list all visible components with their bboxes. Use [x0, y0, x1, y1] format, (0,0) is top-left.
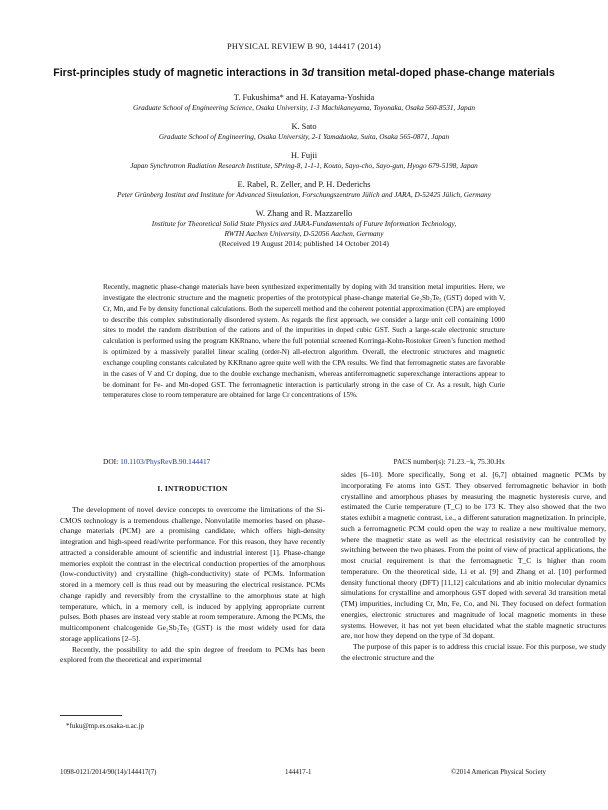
paper-title: [20, 67, 588, 79]
left-paragraph-2: Recently, the possibility to add the spin degree of freedom to PCMs has been explored from the theoretical and experimental: [60, 644, 325, 665]
author-group-5: W. Zhang and R. Mazzarello: [255, 209, 353, 218]
affiliation-2: Graduate School of Engineering, Osaka University, 2-1 Yamadaoka, Suita, Osaka 565-0871, Japan: [158, 132, 450, 141]
title-variable: d: [307, 67, 314, 79]
affiliation-4: Peter Grünberg Institut and Institute for Advanced Simulation, Forschungszentrum Jülich and JARA, D-52425 Jülich, Germany: [117, 190, 491, 199]
received-dates: (Received 19 August 2014; published 14 October 2014): [219, 239, 389, 248]
left-paragraph-1: The development of novel device concepts to overcome the limitations of the Si-CMOS technology is a tremendous challenge. Nonvolatile memories based on phase-change materials (PCM) are a promising candidate, which offers high-density integration and high-speed read/write performance. For this reason, they have recently attracted a considerable amount of scientific and industrial interest [1]. Phase-change memories exploit the contrast in the electrical conduction properties of the amorphous (low-conductivity) and crystalline (high-conductivity) state of PCMs. Information stored in a memory cell is thus read out by measuring the electrical resistance. PCMs change rapidly and reversibly from the crystalline to the amorphous state at high temperature, which, in a memory cell, is induced by applying appropriate current pulses. Both phases are instead very stable at room temperature. Among the PCMs, the multicomponent chalcogenide Ge₂Sb₂Te₅ (GST) is the most widely used for data storage applications [2–5].: [60, 504, 325, 643]
affiliation-3: Japan Synchrotron Radiation Research Institute, SPring-8, 1-1-1, Kouto, Sayo-cho, Sayo-gun, Hyogo 679-5198, Japan: [130, 161, 478, 170]
section-heading: I. INTRODUCTION: [157, 484, 228, 493]
doi-label: DOI:: [103, 457, 119, 466]
right-column: [341, 470, 606, 664]
footnote-email: *fuku@mp.es.osaka-u.ac.jp: [66, 722, 144, 730]
abstract: [103, 282, 505, 401]
author-group-2: K. Sato: [291, 122, 317, 131]
journal-header: PHYSICAL REVIEW B 90, 144417 (2014): [226, 42, 382, 51]
footer-issn: 1098-0121/2014/90(14)/144417(7): [60, 769, 157, 776]
footer-page-number: 144417-1: [285, 769, 312, 776]
left-column: [60, 480, 325, 666]
doi-line: [103, 457, 505, 466]
author-group-4: E. Rabel, R. Zeller, and P. H. Dederichs: [237, 180, 371, 189]
right-paragraph-2: The purpose of this paper is to address this crucial issue. For this purpose, we study the electronic structure and the: [341, 642, 606, 662]
author-group-3: H. Fujii: [290, 151, 318, 160]
doi-link[interactable]: 10.1103/PhysRevB.90.144417: [120, 457, 211, 466]
affiliation-1: Graduate School of Engineering Science, Osaka University, 1-3 Machikaneyama, Toyonaka, Osaka 560-8531, Japan: [132, 103, 475, 112]
authors-block: [20, 92, 588, 249]
pacs-numbers: PACS number(s): 71.23.−k, 75.30.Hx: [393, 457, 505, 466]
footnote-divider: [60, 715, 122, 716]
affiliation-5-line-2: RWTH Aachen University, D-52056 Aachen, Germany: [224, 229, 384, 238]
footer-copyright: ©2014 American Physical Society: [451, 769, 546, 776]
author-group-1: T. Fukushima* and H. Katayama-Yoshida: [233, 93, 375, 102]
abstract-text: Recently, magnetic phase-change materials have been synthesized experimentally by doping with 3d transition metal impurities. Here, we investigate the electronic structure and the magnetic properties of the prototypical phase-change material Ge₂Sb₂Te₅ (GST) doped with V, Cr, Mn, and Fe by density functional calculations. Both the supercell method and the coherent potential approximation (CPA) are employed to describe this complex substitutionally disordered system. As regards the first approach, we consider a large unit cell containing 1000 sites to model the random distribution of the cations and of the impurities in doped cubic GST. Such a large-scale electronic structure calculation is performed using the program KKRnano, where the full potential screened Korringa-Kohn-Rostoker Green’s function method is optimized by a massively parallel linear scaling (order-N) all-electron algorithm. Overall, the electronic structures and magnetic exchange coupling constants calculated by KKRnano agree quite well with the CPA results. We find that ferromagnetic states are favorable in the cases of V and Cr doping, due to the double exchange mechanism, whereas antiferromagnetic superexchange interactions appear to be dominant for Fe- and Mn-doped GST. The ferromagnetic interaction is particularly strong in the case of Cr. As a result, high Curie temperatures close to room temperature are obtained for large Cr concentrations of 15%.: [103, 283, 505, 400]
affiliation-5: Institute for Theoretical Solid State Physics and JARA-Fundamentals of Future Information Technology,: [151, 219, 457, 228]
right-paragraph-1: sides [6–10]. More specifically, Song et al. [6,7] obtained magnetic PCMs by incorporating Fe atoms into GST. They observed ferromagnetic behavior in both crystalline and amorphous phases by measuring the magnetic hysteresis curve, and estimated the Curie temperature (T_C) to be 173 K. They also showed that the two states exhibit a magnetic contrast, i.e., a different saturation magnetization. In principle, such a ferromagnetic PCM could open the way to realize a new multivalue memory, where the magnetic state as well as the electrical resistivity can be controlled by switching between the two phases. From the point of view of practical applications, the most crucial requirement is that the ferromagnetic T_C is higher than room temperature. On the theoretical side, Li et al. [9] and Zhang et al. [10] performed density functional theory (DFT) [11,12] calculations and ab initio molecular dynamics simulations for crystalline and amorphous GST doped with several 3d transition metal (TM) impurities, including Cr, Mn, Fe, Co, and Ni. They focused on defect formation energies, electronic structures and magnitude of local magnetic moments in these systems. However, it has not yet been elucidated what the stable magnetic structures are, nor how they depend on the type of 3d dopant.: [341, 470, 606, 641]
title-part-1: First-principles study of magnetic interactions in 3: [53, 67, 308, 79]
title-part-2: transition metal-doped phase-change materials: [314, 67, 555, 79]
